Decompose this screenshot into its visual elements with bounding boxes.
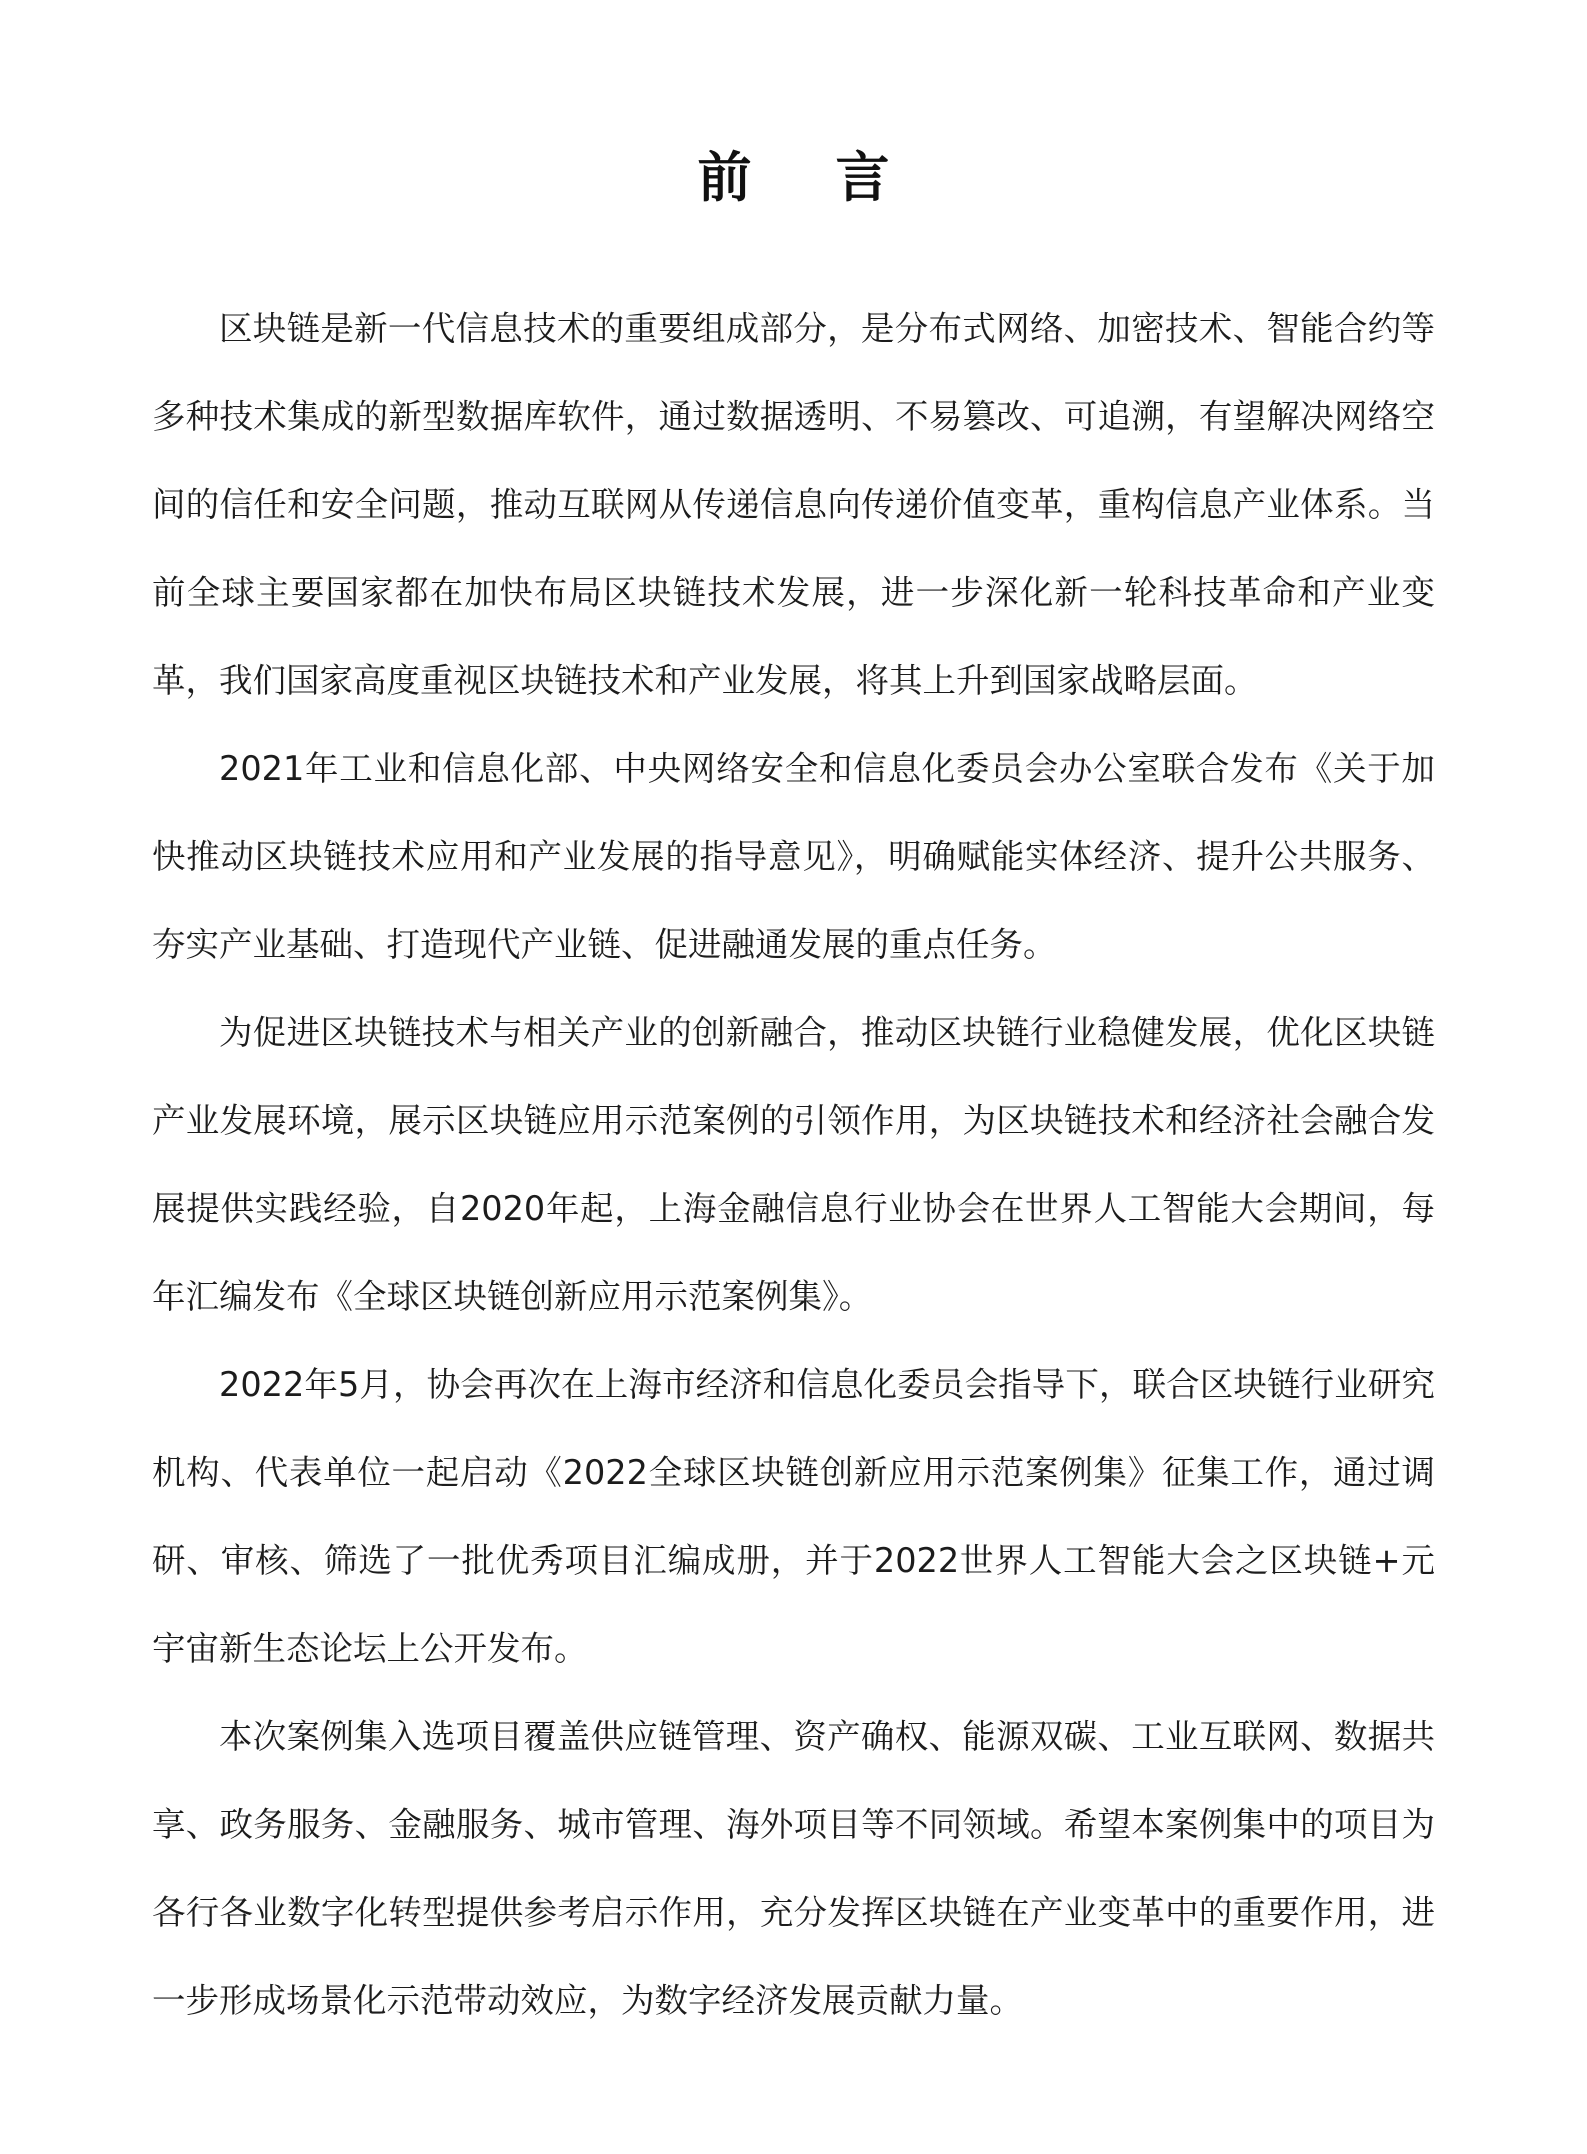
paragraph-2: 2021年工业和信息化部、中央网络安全和信息化委员会办公室联合发布《关于加快推动区块链技术应用和产业发展的指导意见》，明确赋能实体经济、提升公共服务、夯实产业基础、打造现代产业链、促进融通发展的重点任务。 <box>152 749 1435 964</box>
paragraph-5: 本次案例集入选项目覆盖供应链管理、资产确权、能源双碳、工业互联网、数据共享、政务服务、金融服务、城市管理、海外项目等不同领域。希望本案例集中的项目为各行各业数字化转型提供参考启示作用，充分发挥区块链在产业变革中的重要作用，进一步形成场景化示范带动效应，为数字经济发展贡献力量。 <box>152 1717 1435 2020</box>
preface-body <box>152 285 1435 2045</box>
paragraph-1: 区块链是新一代信息技术的重要组成部分，是分布式网络、加密技术、智能合约等多种技术集成的新型数据库软件，通过数据透明、不易篡改、可追溯，有望解决网络空间的信任和安全问题，推动互联网从传递信息向传递价值变革，重构信息产业体系。当前全球主要国家都在加快布局区块链技术发展，进一步深化新一轮科技革命和产业变革，我们国家高度重视区块链技术和产业发展，将其上升到国家战略层面。 <box>152 309 1435 700</box>
paragraph-4: 2022年5月，协会再次在上海市经济和信息化委员会指导下，联合区块链行业研究机构、代表单位一起启动《2022全球区块链创新应用示范案例集》征集工作，通过调研、审核、筛选了一批优秀项目汇编成册，并于2022世界人工智能大会之区块链+元宇宙新生态论坛上公开发布。 <box>152 1365 1435 1668</box>
page-title: 前言 <box>697 145 974 209</box>
paragraph-3: 为促进区块链技术与相关产业的创新融合，推动区块链行业稳健发展，优化区块链产业发展环境，展示区块链应用示范案例的引领作用，为区块链技术和经济社会融合发展提供实践经验，自2020年起，上海金融信息行业协会在世界人工智能大会期间，每年汇编发布《全球区块链创新应用示范案例集》。 <box>152 1013 1435 1316</box>
